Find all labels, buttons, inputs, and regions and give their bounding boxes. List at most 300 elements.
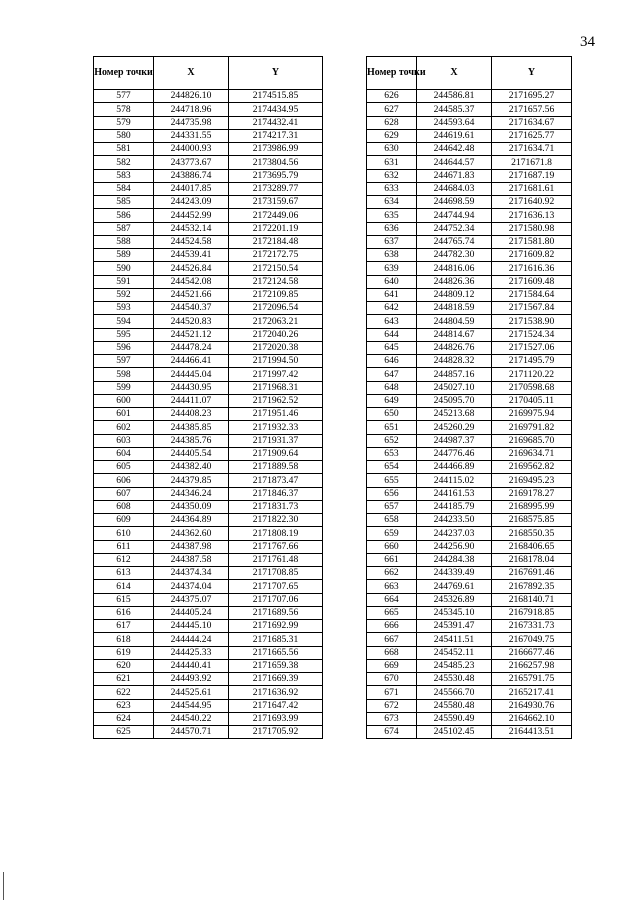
table-row [367,699,572,712]
cell-y: 2169975.94 [492,408,572,421]
cell-point-number: 645 [367,341,417,354]
cell-y: 2172063.21 [229,315,323,328]
cell-x: 244017.85 [154,182,229,195]
cell-point-number: 598 [94,368,154,381]
table-row [94,196,323,209]
cell-x: 244243.09 [154,196,229,209]
cell-point-number: 602 [94,421,154,434]
table-row [94,90,323,103]
cell-x: 244539.41 [154,249,229,262]
cell-x: 244385.85 [154,421,229,434]
cell-point-number: 579 [94,116,154,129]
table-row [367,143,572,156]
cell-point-number: 617 [94,620,154,633]
cell-x: 244452.99 [154,209,229,222]
cell-y: 2171689.56 [229,606,323,619]
cell-point-number: 667 [367,633,417,646]
cell-y: 2171640.92 [492,196,572,209]
cell-point-number: 646 [367,355,417,368]
cell-y: 2171609.82 [492,249,572,262]
cell-point-number: 611 [94,540,154,553]
cell-y: 2171997.42 [229,368,323,381]
cell-y: 2171695.27 [492,90,572,103]
cell-point-number: 641 [367,288,417,301]
cell-y: 2171693.99 [229,712,323,725]
table-row [94,726,323,739]
cell-point-number: 656 [367,487,417,500]
cell-y: 2171909.64 [229,447,323,460]
cell-x: 244405.54 [154,447,229,460]
table-row [94,500,323,513]
table-row [94,646,323,659]
table-row [367,633,572,646]
table-row [94,143,323,156]
cell-x: 245452.11 [417,646,492,659]
table-row [367,620,572,633]
cell-y: 2171616.36 [492,262,572,275]
cell-point-number: 613 [94,567,154,580]
cell-y: 2171707.06 [229,593,323,606]
table-row [367,394,572,407]
table-row [94,328,323,341]
cell-point-number: 672 [367,699,417,712]
cell-y: 2171636.13 [492,209,572,222]
cell-y: 2171580.98 [492,222,572,235]
cell-x: 244185.79 [417,500,492,513]
cell-point-number: 636 [367,222,417,235]
cell-point-number: 624 [94,712,154,725]
table-row [94,222,323,235]
cell-x: 244000.93 [154,143,229,156]
cell-point-number: 658 [367,514,417,527]
cell-y: 2168140.71 [492,593,572,606]
cell-point-number: 594 [94,315,154,328]
cell-point-number: 674 [367,726,417,739]
cell-point-number: 586 [94,209,154,222]
cell-point-number: 649 [367,394,417,407]
cell-point-number: 637 [367,235,417,248]
cell-x: 244382.40 [154,461,229,474]
cell-point-number: 581 [94,143,154,156]
cell-x: 245213.68 [417,408,492,421]
cell-point-number: 593 [94,302,154,315]
cell-x: 244161.53 [417,487,492,500]
table-row [94,580,323,593]
table-row [94,235,323,248]
cell-point-number: 601 [94,408,154,421]
cell-point-number: 622 [94,686,154,699]
cell-x: 244857.16 [417,368,492,381]
cell-point-number: 648 [367,381,417,394]
cell-x: 244520.83 [154,315,229,328]
cell-point-number: 634 [367,196,417,209]
cell-x: 244593.64 [417,116,492,129]
cell-x: 244586.81 [417,90,492,103]
cell-x: 244644.57 [417,156,492,169]
table-row [94,540,323,553]
coordinates-table-right [366,56,572,739]
cell-point-number: 587 [94,222,154,235]
cell-point-number: 599 [94,381,154,394]
cell-point-number: 665 [367,606,417,619]
table-row [367,434,572,447]
cell-point-number: 631 [367,156,417,169]
cell-x: 244115.02 [417,474,492,487]
table-row [94,129,323,142]
table-row [367,567,572,580]
cell-y: 2164930.76 [492,699,572,712]
cell-point-number: 616 [94,606,154,619]
table-row [94,249,323,262]
cell-x: 244521.66 [154,288,229,301]
cell-x: 244544.95 [154,699,229,712]
cell-y: 2173695.79 [229,169,323,182]
cell-x: 244718.96 [154,103,229,116]
cell-x: 244804.59 [417,315,492,328]
table-row [94,620,323,633]
cell-y: 2173159.67 [229,196,323,209]
cell-x: 244532.14 [154,222,229,235]
cell-y: 2171808.19 [229,527,323,540]
cell-y: 2171932.33 [229,421,323,434]
cell-y: 2171846.37 [229,487,323,500]
header-point-number: Номер точки [94,57,154,90]
cell-point-number: 606 [94,474,154,487]
table-row [367,182,572,195]
cell-y: 2164413.51 [492,726,572,739]
cell-point-number: 669 [367,659,417,672]
cell-x: 245530.48 [417,673,492,686]
table-row [94,169,323,182]
table-row [94,673,323,686]
cell-x: 244445.10 [154,620,229,633]
cell-y: 2172449.06 [229,209,323,222]
table-row [94,408,323,421]
cell-y: 2171685.31 [229,633,323,646]
cell-point-number: 642 [367,302,417,315]
cell-point-number: 623 [94,699,154,712]
table-row [94,659,323,672]
table-row [367,606,572,619]
table-row [94,381,323,394]
cell-y: 2171873.47 [229,474,323,487]
cell-point-number: 610 [94,527,154,540]
cell-x: 244735.98 [154,116,229,129]
cell-x: 244619.61 [417,129,492,142]
cell-point-number: 635 [367,209,417,222]
cell-x: 244585.37 [417,103,492,116]
cell-y: 2171634.71 [492,143,572,156]
cell-x: 244350.09 [154,500,229,513]
header-y: Y [492,57,572,90]
table-row [367,90,572,103]
table-row [367,235,572,248]
cell-x: 245590.49 [417,712,492,725]
cell-x: 244765.74 [417,235,492,248]
cell-point-number: 603 [94,434,154,447]
cell-x: 245326.89 [417,593,492,606]
table-row [367,129,572,142]
table-row [367,514,572,527]
cell-point-number: 615 [94,593,154,606]
cell-x: 244782.30 [417,249,492,262]
cell-point-number: 583 [94,169,154,182]
table-row [94,514,323,527]
table-row [367,712,572,725]
table-row [367,302,572,315]
cell-point-number: 578 [94,103,154,116]
cell-y: 2164662.10 [492,712,572,725]
table-row [367,461,572,474]
cell-y: 2171761.48 [229,553,323,566]
cell-y: 2171708.85 [229,567,323,580]
cell-y: 2167331.73 [492,620,572,633]
cell-point-number: 625 [94,726,154,739]
table-row [94,209,323,222]
cell-y: 2171707.65 [229,580,323,593]
cell-y: 2168406.65 [492,540,572,553]
cell-x: 244524.58 [154,235,229,248]
cell-point-number: 604 [94,447,154,460]
table-row [94,288,323,301]
cell-x: 244698.59 [417,196,492,209]
cell-x: 244826.36 [417,275,492,288]
cell-point-number: 643 [367,315,417,328]
header-x: X [154,57,229,90]
header-point-number: Номер точки [367,57,417,90]
cell-point-number: 614 [94,580,154,593]
table-row [367,487,572,500]
table-row [367,381,572,394]
cell-point-number: 605 [94,461,154,474]
cell-point-number: 657 [367,500,417,513]
cell-y: 2168550.35 [492,527,572,540]
cell-point-number: 620 [94,659,154,672]
cell-x: 244445.04 [154,368,229,381]
cell-y: 2165791.75 [492,673,572,686]
table-row [94,355,323,368]
cell-point-number: 651 [367,421,417,434]
table-row [94,116,323,129]
cell-x: 244233.50 [417,514,492,527]
cell-y: 2171120.22 [492,368,572,381]
cell-x: 244525.61 [154,686,229,699]
table-row [94,633,323,646]
table-row [94,461,323,474]
cell-x: 244818.59 [417,302,492,315]
cell-y: 2174432.41 [229,116,323,129]
cell-y: 2174217.31 [229,129,323,142]
table-row [367,222,572,235]
cell-x: 244425.33 [154,646,229,659]
cell-x: 244411.07 [154,394,229,407]
cell-x: 244408.23 [154,408,229,421]
table-row [367,116,572,129]
cell-y: 2171767.66 [229,540,323,553]
table-row [367,540,572,553]
cell-y: 2173289.77 [229,182,323,195]
cell-y: 2171951.46 [229,408,323,421]
cell-y: 2174434.95 [229,103,323,116]
cell-point-number: 639 [367,262,417,275]
cell-point-number: 662 [367,567,417,580]
cell-y: 2172150.54 [229,262,323,275]
cell-y: 2171669.39 [229,673,323,686]
cell-x: 244752.34 [417,222,492,235]
coordinates-table-left [93,56,323,739]
cell-x: 244987.37 [417,434,492,447]
cell-y: 2168178.04 [492,553,572,566]
cell-x: 244684.03 [417,182,492,195]
cell-point-number: 644 [367,328,417,341]
cell-y: 2172201.19 [229,222,323,235]
cell-y: 2172096.54 [229,302,323,315]
table-row [94,686,323,699]
cell-y: 2171657.56 [492,103,572,116]
cell-point-number: 664 [367,593,417,606]
cell-point-number: 590 [94,262,154,275]
cell-point-number: 618 [94,633,154,646]
cell-y: 2171931.37 [229,434,323,447]
cell-y: 2171687.19 [492,169,572,182]
table-row [94,474,323,487]
cell-y: 2171889.58 [229,461,323,474]
cell-y: 2165217.41 [492,686,572,699]
cell-point-number: 626 [367,90,417,103]
cell-point-number: 584 [94,182,154,195]
cell-point-number: 650 [367,408,417,421]
table-row [94,275,323,288]
cell-point-number: 627 [367,103,417,116]
cell-y: 2172020.38 [229,341,323,354]
cell-y: 2169791.82 [492,421,572,434]
cell-point-number: 659 [367,527,417,540]
cell-x: 244256.90 [417,540,492,553]
cell-point-number: 670 [367,673,417,686]
cell-y: 2172124.58 [229,275,323,288]
cell-x: 245391.47 [417,620,492,633]
cell-point-number: 652 [367,434,417,447]
cell-x: 244642.48 [417,143,492,156]
cell-x: 244478.24 [154,341,229,354]
cell-x: 244284.38 [417,553,492,566]
table-row [367,262,572,275]
cell-x: 244440.41 [154,659,229,672]
table-row [367,646,572,659]
table-row [94,699,323,712]
table-row [367,103,572,116]
table-row [94,447,323,460]
cell-x: 245566.70 [417,686,492,699]
cell-x: 244364.89 [154,514,229,527]
table-row [367,275,572,288]
cell-point-number: 668 [367,646,417,659]
cell-y: 2167691.46 [492,567,572,580]
cell-point-number: 608 [94,500,154,513]
table-row [94,341,323,354]
table-row [94,606,323,619]
cell-y: 2171968.31 [229,381,323,394]
cell-y: 2169562.82 [492,461,572,474]
cell-x: 244828.32 [417,355,492,368]
cell-x: 244430.95 [154,381,229,394]
cell-y: 2171647.42 [229,699,323,712]
table-header-row [94,57,323,90]
cell-y: 2171538.90 [492,315,572,328]
table-row [367,169,572,182]
cell-point-number: 621 [94,673,154,686]
cell-point-number: 597 [94,355,154,368]
table-row [367,500,572,513]
margin-rule [3,872,4,900]
cell-x: 244385.76 [154,434,229,447]
cell-y: 2171625.77 [492,129,572,142]
cell-x: 244237.03 [417,527,492,540]
cell-point-number: 607 [94,487,154,500]
cell-point-number: 630 [367,143,417,156]
cell-x: 244374.04 [154,580,229,593]
cell-x: 244671.83 [417,169,492,182]
cell-point-number: 612 [94,553,154,566]
cell-y: 2173986.99 [229,143,323,156]
cell-point-number: 647 [367,368,417,381]
cell-x: 244526.84 [154,262,229,275]
table-row [367,328,572,341]
cell-x: 244444.24 [154,633,229,646]
cell-point-number: 600 [94,394,154,407]
cell-x: 244466.41 [154,355,229,368]
cell-x: 244521.12 [154,328,229,341]
cell-y: 2171581.80 [492,235,572,248]
table-row [367,156,572,169]
cell-y: 2170405.11 [492,394,572,407]
cell-y: 2172172.75 [229,249,323,262]
table-row [367,341,572,354]
cell-point-number: 588 [94,235,154,248]
cell-y: 2168995.99 [492,500,572,513]
cell-point-number: 671 [367,686,417,699]
cell-x: 244387.98 [154,540,229,553]
cell-x: 244744.94 [417,209,492,222]
table-row [94,421,323,434]
table-row [94,593,323,606]
table-row [367,315,572,328]
table-header-row [367,57,572,90]
cell-x: 244570.71 [154,726,229,739]
cell-x: 244362.60 [154,527,229,540]
cell-x: 244405.24 [154,606,229,619]
cell-x: 244375.07 [154,593,229,606]
table-row [367,196,572,209]
cell-y: 2171527.06 [492,341,572,354]
cell-x: 245027.10 [417,381,492,394]
cell-x: 245102.45 [417,726,492,739]
table-row [94,368,323,381]
cell-point-number: 654 [367,461,417,474]
table-row [367,355,572,368]
cell-y: 2167049.75 [492,633,572,646]
table-row [367,553,572,566]
table-row [94,262,323,275]
table-row [94,567,323,580]
cell-point-number: 589 [94,249,154,262]
cell-y: 2171671.8 [492,156,572,169]
cell-x: 245345.10 [417,606,492,619]
cell-point-number: 655 [367,474,417,487]
cell-y: 2174515.85 [229,90,323,103]
table-row [367,249,572,262]
table-row [367,288,572,301]
